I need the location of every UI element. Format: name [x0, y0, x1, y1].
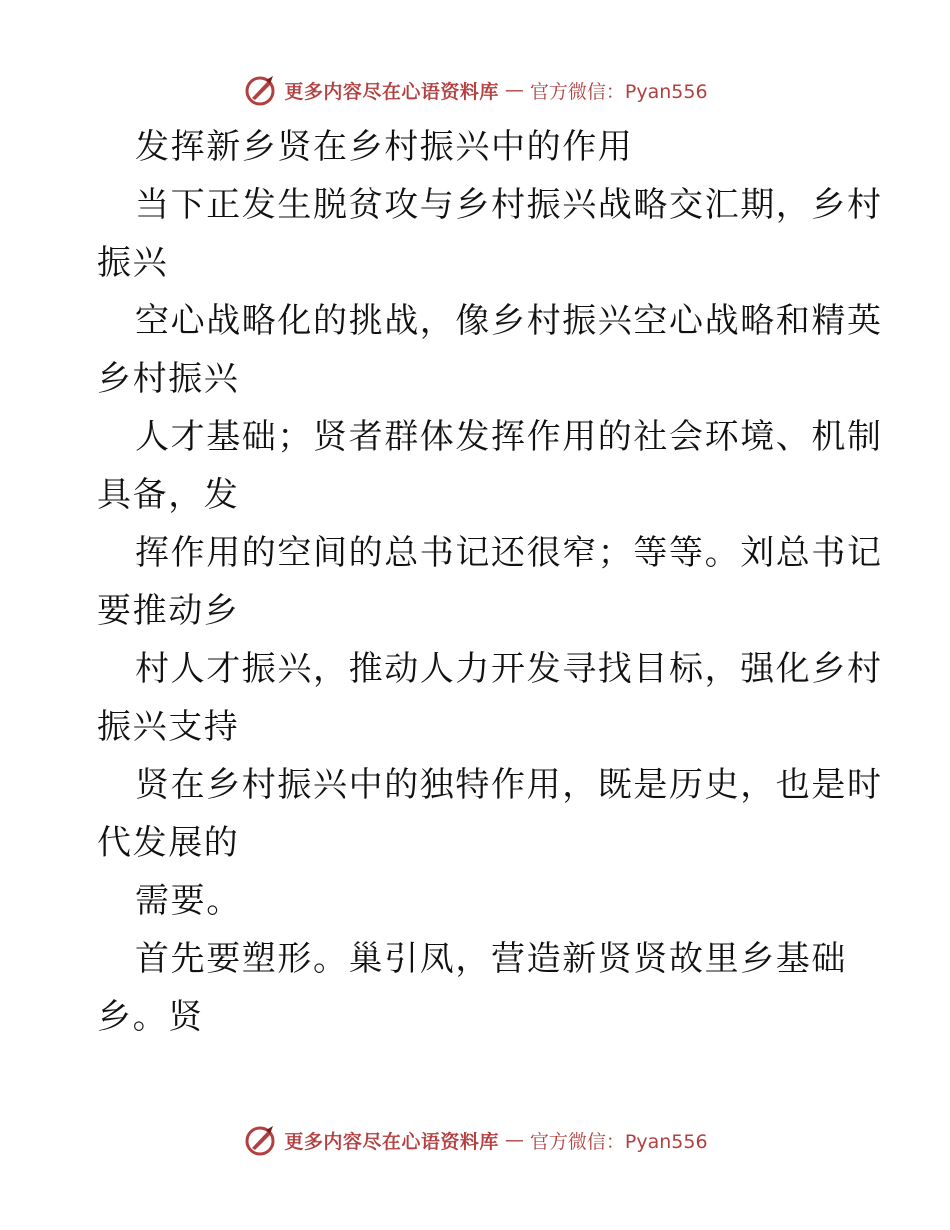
- footer-banner: [0, 1120, 950, 1160]
- footer-banner-separator: —: [504, 1129, 524, 1151]
- quill-pen-logo-icon: [242, 72, 278, 108]
- body-line: 当下正发生脱贫攻与乡村振兴战略交汇期，乡村: [135, 185, 883, 225]
- footer-banner-text: 更多内容尽在心语资料库: [284, 1130, 499, 1153]
- body-line: 挥作用的空间的总书记还很窄；等等。刘总书记: [135, 533, 883, 573]
- body-line: 发挥新乡贤在乡村振兴中的作用: [135, 127, 634, 167]
- body-line: 需要。: [135, 881, 242, 921]
- header-banner: [0, 70, 950, 110]
- header-banner-text: 更多内容尽在心语资料库: [284, 80, 499, 103]
- body-line: 乡村振兴: [97, 359, 240, 399]
- document-body: [97, 118, 883, 1046]
- header-banner-separator: —: [504, 79, 524, 101]
- body-line: 贤在乡村振兴中的独特作用，既是历史，也是时: [135, 765, 883, 805]
- body-line: 振兴支持: [97, 707, 240, 747]
- body-line: 村人才振兴，推动人力开发寻找目标，强化乡村: [135, 649, 883, 689]
- body-line: 代发展的: [97, 823, 240, 863]
- quill-pen-logo-icon: [242, 1122, 278, 1158]
- header-banner-contact: 官方微信：Pyan556: [529, 80, 708, 103]
- body-line: 具备，发: [97, 475, 240, 515]
- body-line: 振兴: [97, 243, 169, 283]
- body-line: 要推动乡: [97, 591, 240, 631]
- body-line: 首先要塑形。巢引凤，营造新贤贤故里乡基础: [135, 939, 847, 979]
- body-line: 乡。贤: [97, 997, 204, 1037]
- body-line: 人才基础；贤者群体发挥作用的社会环境、机制: [135, 417, 883, 457]
- body-line: 空心战略化的挑战，像乡村振兴空心战略和精英: [135, 301, 883, 341]
- footer-banner-contact: 官方微信：Pyan556: [529, 1130, 708, 1153]
